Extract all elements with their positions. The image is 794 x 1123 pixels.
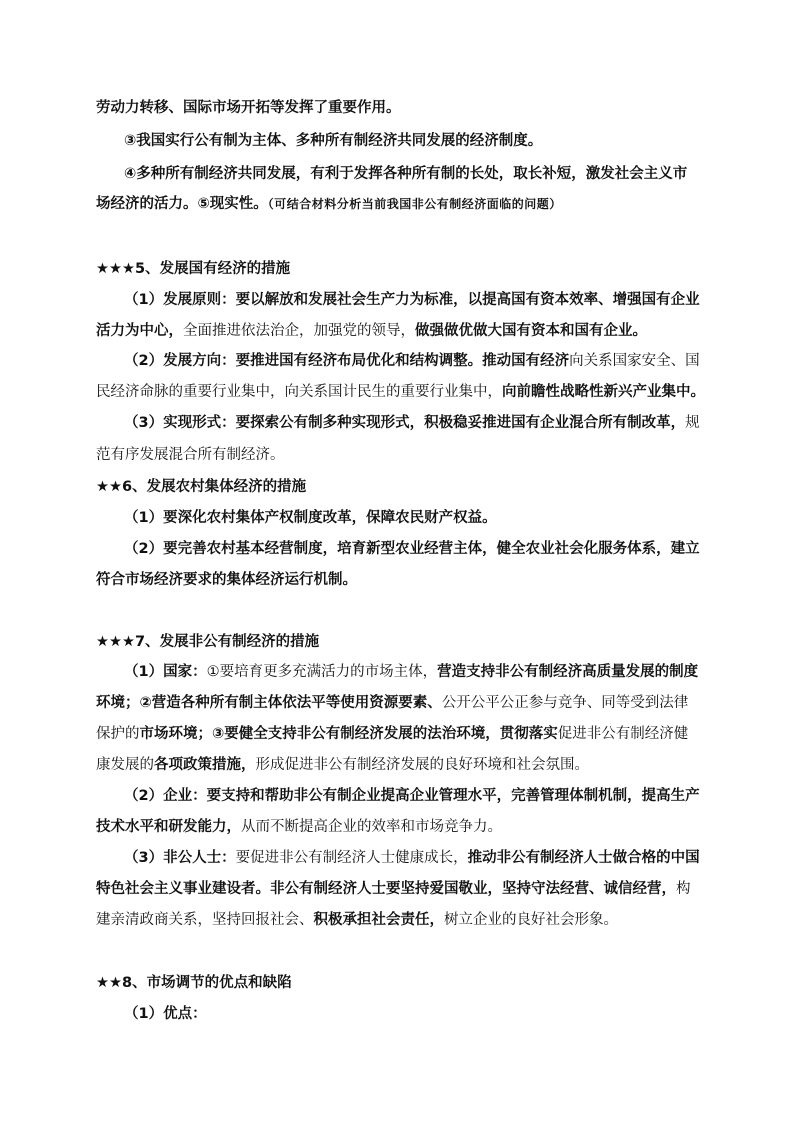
text-line	[124, 1004, 706, 1024]
text-line	[96, 321, 706, 341]
text-run: 特色社会主义事业建设者。非公有制经济人士要坚持爱国敬业，坚持守法经营、诚信经营，	[96, 881, 676, 897]
section-heading-6	[96, 477, 706, 497]
text-run: （3）非公人士：	[124, 850, 236, 866]
text-run: ③我国实行公有制为主体、多种所有制经济共同发展的经济制度。	[124, 133, 543, 149]
text-run: 民经济命脉的重要行业集中，向关系国计民生的重要行业集中，	[96, 384, 502, 400]
heading-text: ★★6、发展农村集体经济的措施	[96, 479, 307, 495]
text-run: 建亲清政商关系，坚持回报社会、	[96, 912, 314, 928]
section-heading-8	[96, 973, 706, 993]
text-line	[96, 724, 706, 744]
text-line	[96, 755, 706, 775]
text-line	[124, 786, 706, 806]
text-run: 要促进非公有制经济人士健康成长，	[235, 850, 468, 866]
text-run: 环境；②营造各种所有制主体依法平等使用资源要素、	[96, 695, 442, 711]
text-run: 要支持和帮助非公有制企业提高企业管理水平，完善管理体制机制，提高生产	[206, 788, 700, 804]
section-heading-7	[96, 632, 706, 652]
text-run: 构	[676, 881, 691, 897]
text-run: 树立企业的良好社会形象。	[444, 912, 618, 928]
text-run: 形成促进非公有制经济发展的良好环境和社会氛围。	[255, 757, 589, 773]
text-run: 公开公平公正参与竞争、同等受到法律	[441, 695, 689, 711]
text-line	[96, 382, 706, 402]
text-line	[96, 194, 706, 214]
text-line	[124, 131, 706, 151]
text-line	[96, 98, 706, 118]
section-heading-5	[96, 259, 706, 279]
text-line	[124, 290, 706, 310]
text-run: 范有序发展混合所有制经济。	[96, 447, 285, 463]
text-run: （1）发展原则：	[124, 292, 236, 308]
text-run: （2）发展方向：	[124, 353, 236, 369]
text-line	[124, 413, 706, 433]
text-run: 活力为中心，	[96, 323, 183, 339]
text-run: 规	[685, 415, 700, 431]
text-run: 符合市场经济要求的集体经济运行机制。	[96, 572, 357, 588]
text-run: （2）企业：	[124, 788, 207, 804]
text-run: 技术水平和研发能力，	[96, 819, 241, 835]
text-run: 场经济的活力。⑤现实性。	[96, 196, 268, 212]
text-run: 促进非公有制经济健	[557, 726, 689, 742]
text-line	[96, 817, 706, 837]
text-line	[96, 910, 706, 930]
text-run: 要推进国有经济布局优化和结构调整。推动国有经济	[235, 353, 570, 369]
heading-text: ★★★5、发展国有经济的措施	[96, 261, 291, 277]
text-line	[124, 508, 706, 528]
text-run: 做强做优做大国有资本和国有企业。	[415, 323, 647, 339]
text-run: 积极承担社会责任，	[313, 912, 444, 928]
text-run: 劳动力转移、国际市场开拓等发挥了重要作用。	[96, 100, 401, 116]
text-run: ④多种所有制经济共同发展，有利于发挥各种所有制的长处，取长补短，激发社会主义市	[124, 166, 688, 182]
text-run: （1）要深化农村集体产权制度改革，保障农民财产权益。	[124, 510, 497, 526]
text-line	[96, 693, 706, 713]
text-run: （2）要完善农村基本经营制度，培育新型农业经营主体，健全农业社会化服务体系，建立	[124, 541, 700, 557]
text-line	[124, 848, 706, 868]
text-line	[124, 539, 706, 559]
text-run: （1）优点：	[124, 1006, 207, 1022]
heading-text: ★★8、市场调节的优点和缺陷	[96, 975, 292, 991]
text-line	[96, 570, 706, 590]
text-run: （3）实现形式：	[124, 415, 236, 431]
text-run: 向前瞻性战略性新兴产业集中。	[502, 384, 705, 400]
text-run: 各项政策措施，	[154, 757, 256, 773]
text-run: （1）国家：	[124, 664, 207, 680]
text-run: 营造支持非公有制经济高质量发展的制度	[437, 664, 699, 680]
text-run: 要以解放和发展社会生产力为标准，以提高国有资本效率、增强国有企业	[235, 292, 700, 308]
text-line	[96, 445, 706, 465]
text-line	[124, 351, 706, 371]
text-run: 康发展的	[96, 757, 154, 773]
text-line	[124, 164, 706, 184]
text-line	[96, 879, 706, 899]
text-line	[124, 662, 706, 682]
annotation-note: （可结合材料分析当前我国非公有制经济面临的问题）	[267, 197, 562, 211]
text-run: 向关系国家安全、国	[569, 353, 700, 369]
text-run: 推动非公有制经济人士做合格的中国	[467, 850, 700, 866]
text-run: 全面推进依法治企，加强党的领导，	[183, 323, 415, 339]
text-run: 要探索公有制多种实现形式，积极稳妥推进国有企业混合所有制改革，	[235, 415, 686, 431]
text-run: ①要培育更多充满活力的市场主体，	[206, 664, 438, 680]
text-run: 保护的	[96, 726, 140, 742]
heading-text: ★★★7、发展非公有制经济的措施	[96, 634, 320, 650]
text-run: 从而不断提高企业的效率和市场竞争力。	[241, 819, 502, 835]
text-run: 市场环境；③要健全支持非公有制经济发展的法治环境，贯彻落实	[139, 726, 558, 742]
